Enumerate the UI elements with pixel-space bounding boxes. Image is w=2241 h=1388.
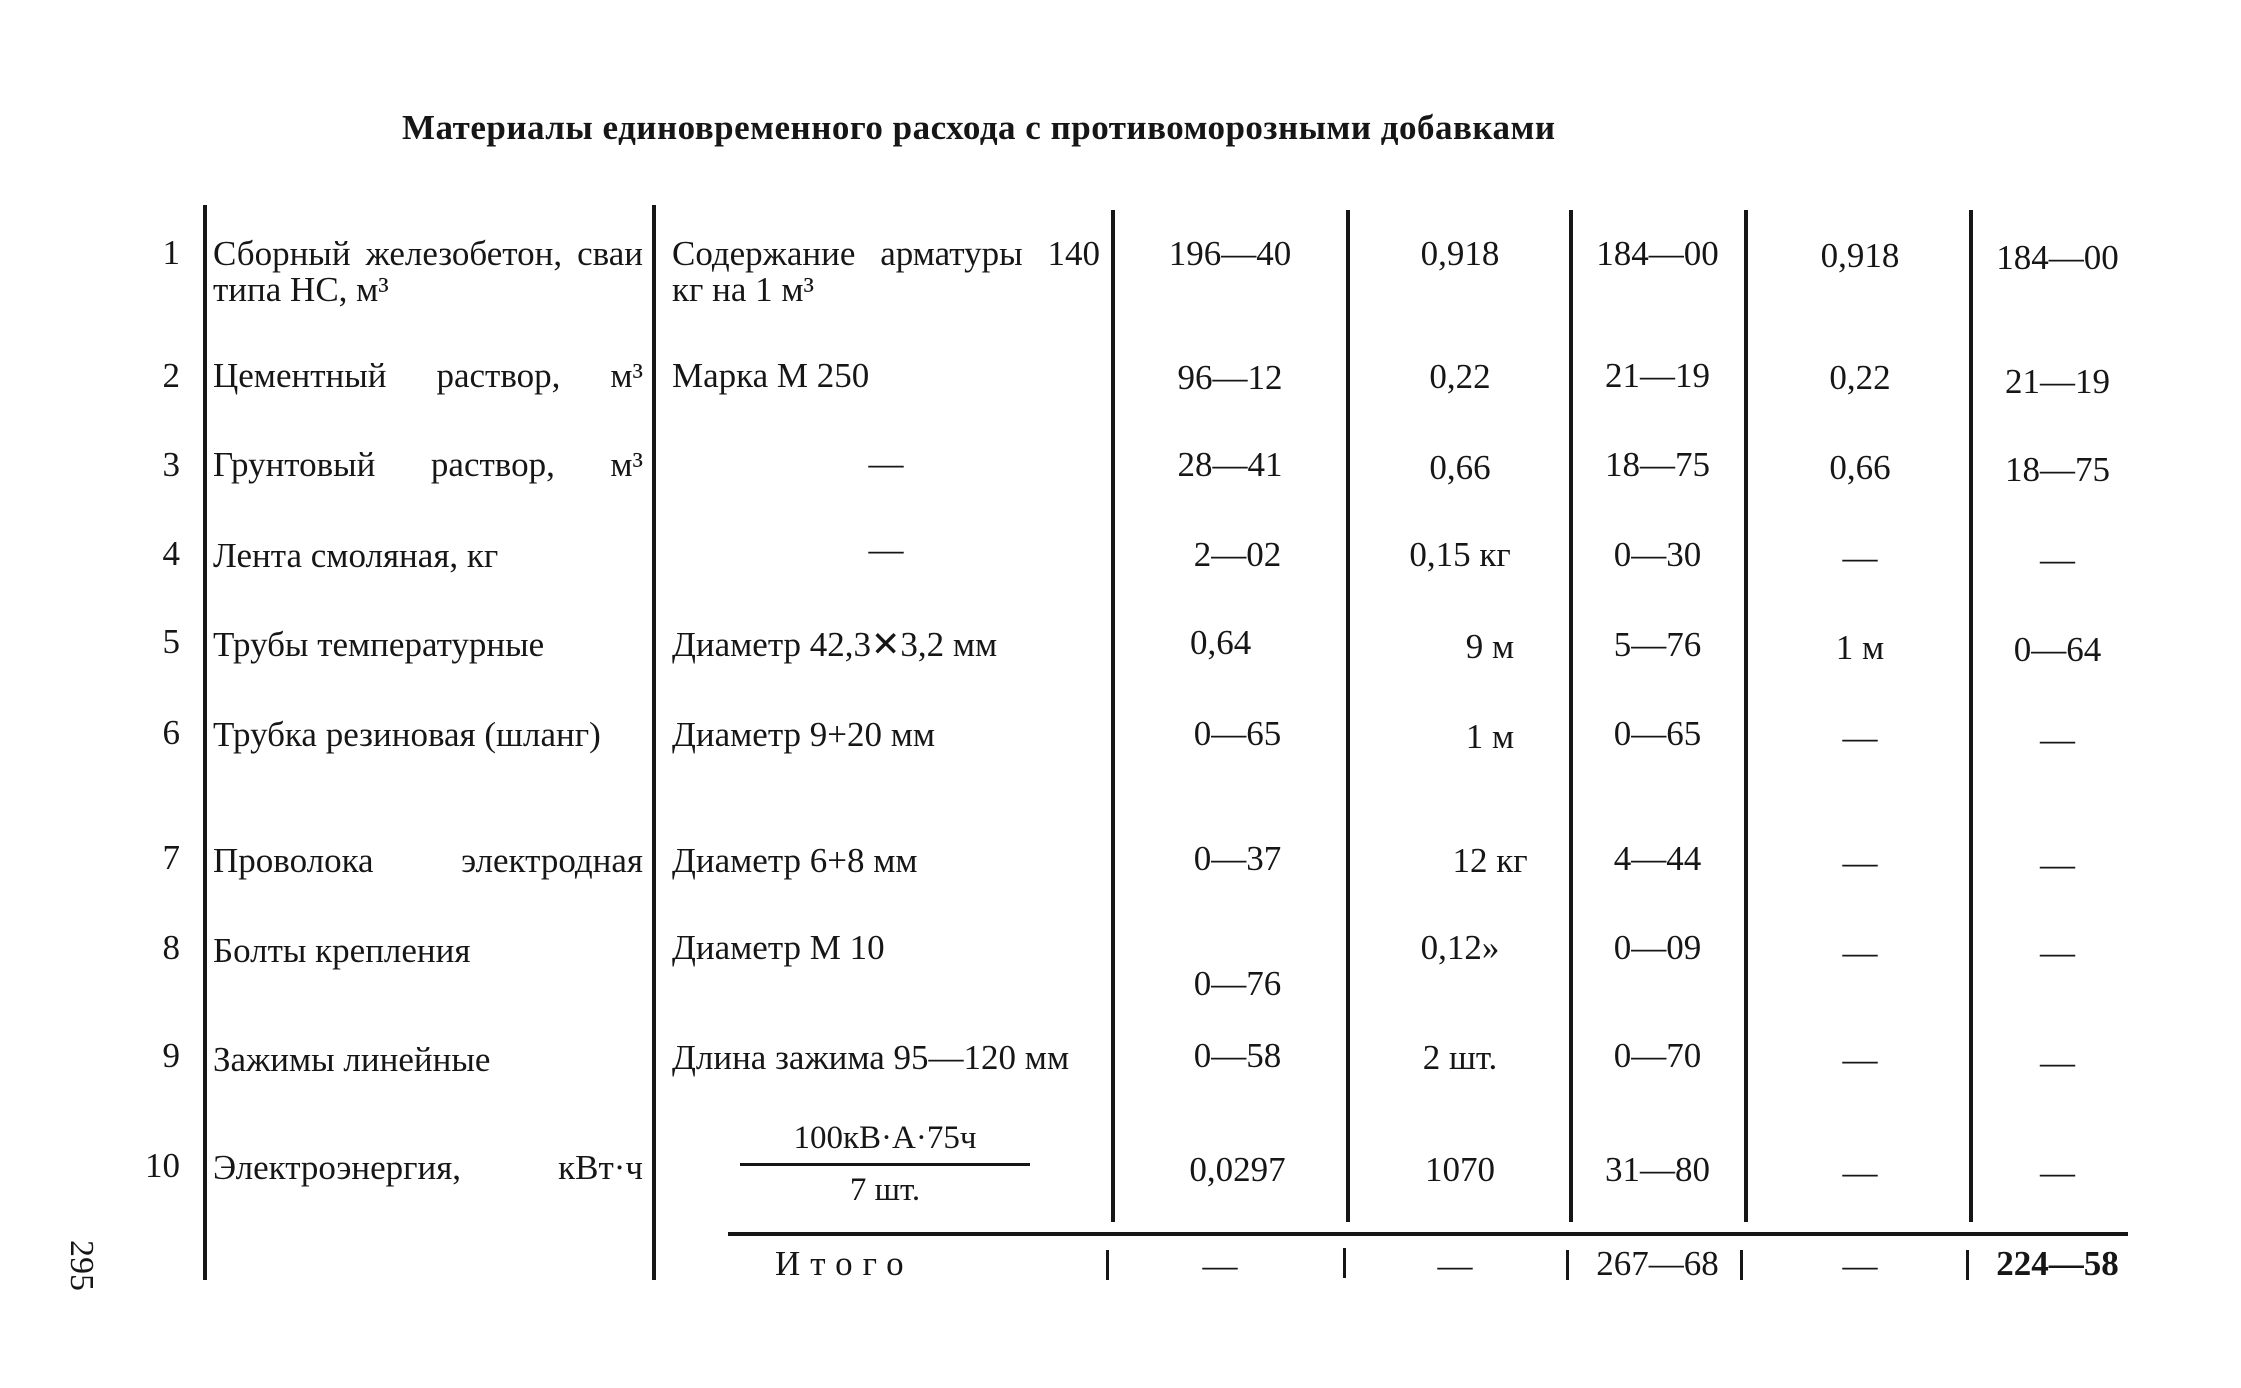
material-spec: Диаметр 42,3✕3,2 мм xyxy=(672,625,998,664)
total-price: — xyxy=(1202,1246,1238,1285)
material-name: Грунтовый раствор, м³ xyxy=(213,445,643,484)
quantity-1: 0,918 xyxy=(1420,234,1500,273)
material-name: Болты крепления xyxy=(213,931,471,970)
rule-qty1-sum1 xyxy=(1569,210,1573,1222)
sum-2: 184—00 xyxy=(1996,238,2119,277)
unit-price: 0—65 xyxy=(1193,714,1282,753)
quantity-1: 0,15 кг xyxy=(1409,535,1511,574)
total-tick xyxy=(1566,1250,1569,1280)
sum-1: 0—65 xyxy=(1613,714,1702,753)
unit-price: 196—40 xyxy=(1168,234,1292,273)
sum-2: — xyxy=(2040,933,2075,972)
unit-price: 0,64 xyxy=(1190,623,1252,662)
material-spec: Диаметр 9+20 мм xyxy=(672,715,936,754)
sum-1: 4—44 xyxy=(1613,839,1702,878)
material-name: Цементный раствор, м³ xyxy=(213,356,643,395)
material-name: Лента смоляная, кг xyxy=(213,536,499,575)
quantity-1: 0,66 xyxy=(1429,448,1491,487)
row-number: 7 xyxy=(162,838,180,877)
sum-1: 18—75 xyxy=(1605,445,1710,484)
unit-price: 0—58 xyxy=(1193,1036,1282,1075)
quantity-1: 2 шт. xyxy=(1422,1038,1498,1077)
row-number: 8 xyxy=(162,928,180,967)
sum-1: 0—70 xyxy=(1613,1036,1702,1075)
quantity-1: 12 кг xyxy=(1452,841,1528,880)
quantity-2: — xyxy=(1842,1040,1878,1079)
quantity-2: 0,918 xyxy=(1820,236,1900,275)
quantity-2: 0,22 xyxy=(1829,358,1891,397)
total-rule xyxy=(728,1232,2128,1236)
row-number: 9 xyxy=(162,1036,180,1075)
quantity-1: 1070 xyxy=(1425,1150,1495,1189)
sum-2: 18—75 xyxy=(2005,450,2110,489)
total-sum-2: 224—58 xyxy=(1996,1244,2119,1283)
quantity-2: — xyxy=(1842,1153,1878,1192)
sum-2: — xyxy=(2040,540,2075,579)
sum-1: 21—19 xyxy=(1605,356,1710,395)
sum-2: — xyxy=(2040,720,2075,759)
quantity-2: — xyxy=(1842,718,1878,757)
quantity-2: — xyxy=(1842,843,1878,882)
unit-price: 0—37 xyxy=(1193,839,1282,878)
unit-price: 0,0297 xyxy=(1189,1150,1286,1189)
fraction-denominator: 7 шт. xyxy=(849,1172,921,1208)
unit-price: 2—02 xyxy=(1193,535,1282,574)
material-spec-fraction xyxy=(740,1120,1030,1209)
material-spec: Диаметр М 10 xyxy=(672,928,885,967)
sum-1: 0—09 xyxy=(1613,928,1702,967)
material-name: Сборный железобетон, сваи типа НС, м³ xyxy=(213,234,643,309)
row-number: 4 xyxy=(162,534,180,573)
material-name: Трубы температурные xyxy=(213,625,545,664)
row-number: 1 xyxy=(162,233,180,272)
material-spec: — xyxy=(868,444,904,483)
material-name: Трубка резиновая (шланг) xyxy=(213,715,601,754)
row-number: 10 xyxy=(145,1146,180,1185)
sum-2: — xyxy=(2040,1043,2075,1082)
quantity-2: 0,66 xyxy=(1829,448,1891,487)
unit-price: 0—76 xyxy=(1193,964,1282,1003)
rule-name-spec xyxy=(652,205,656,1280)
total-tick xyxy=(1343,1248,1346,1278)
fraction-numerator: 100кВ·А·75ч xyxy=(740,1120,1030,1166)
quantity-1: 1 м xyxy=(1465,717,1515,756)
material-name: Зажимы линейные xyxy=(213,1040,491,1079)
sum-2: — xyxy=(2040,1153,2075,1192)
row-number: 6 xyxy=(162,713,180,752)
row-number: 3 xyxy=(162,445,180,484)
table-title: Материалы единовременного расхода с противоморозными добавками xyxy=(402,108,1556,147)
material-spec: Длина зажима 95—120 мм xyxy=(672,1038,1070,1077)
sum-1: 0—30 xyxy=(1613,535,1702,574)
sum-1: 31—80 xyxy=(1605,1150,1710,1189)
quantity-2: 1 м xyxy=(1835,628,1885,667)
quantity-2: — xyxy=(1842,538,1878,577)
quantity-2: — xyxy=(1842,933,1878,972)
rule-sum1-qty2 xyxy=(1744,210,1748,1222)
material-spec: Содержание арматуры 140 кг на 1 м³ xyxy=(672,234,1100,309)
quantity-1: 0,12» xyxy=(1420,928,1500,967)
sum-1: 5—76 xyxy=(1613,625,1702,664)
sum-2: 0—64 xyxy=(2013,630,2102,669)
sum-2: — xyxy=(2040,845,2075,884)
unit-price: 96—12 xyxy=(1177,358,1283,397)
sum-1: 184—00 xyxy=(1596,234,1719,273)
material-name: Электроэнергия, кВт·ч xyxy=(213,1148,643,1187)
quantity-1: 0,22 xyxy=(1429,357,1491,396)
rule-qty2-sum2 xyxy=(1969,210,1973,1222)
total-label: Итого xyxy=(775,1244,914,1283)
sum-2: 21—19 xyxy=(2005,362,2110,401)
total-sum-1: 267—68 xyxy=(1596,1244,1719,1283)
material-spec: Марка М 250 xyxy=(672,356,870,395)
material-name: Проволока электродная xyxy=(213,841,643,880)
total-tick xyxy=(1740,1250,1743,1280)
material-spec: Диаметр 6+8 мм xyxy=(672,841,918,880)
quantity-1: 9 м xyxy=(1465,627,1515,666)
total-quantity-1: — xyxy=(1437,1246,1473,1285)
row-number: 2 xyxy=(162,356,180,395)
rule-spec-price xyxy=(1111,210,1115,1222)
row-number: 5 xyxy=(162,622,180,661)
total-quantity-2: — xyxy=(1842,1246,1878,1285)
unit-price: 28—41 xyxy=(1177,445,1283,484)
rule-left xyxy=(203,205,207,1280)
total-tick xyxy=(1106,1250,1109,1280)
material-spec: — xyxy=(868,530,904,569)
total-tick xyxy=(1966,1250,1969,1280)
page-number: 295 xyxy=(63,1240,100,1291)
